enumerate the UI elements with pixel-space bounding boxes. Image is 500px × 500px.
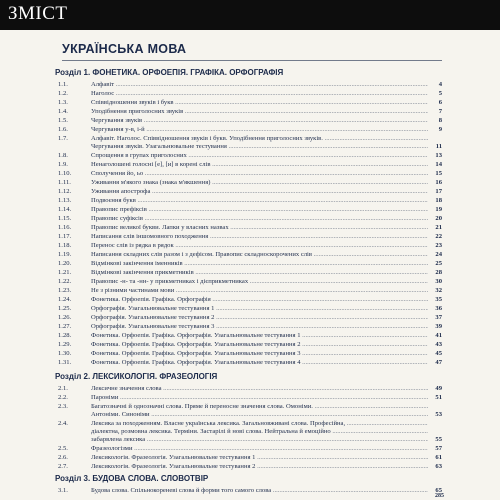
entry-page: 17 — [435, 188, 442, 195]
entry-title: Не з різними частинами мови ..... — [91, 286, 428, 296]
entry-number: 2.7. — [58, 463, 68, 470]
toc-entry[interactable] — [58, 358, 442, 368]
entry-number: 1.13. — [58, 197, 72, 204]
entry-title: Перенос слів із рядка в рядок ..... — [91, 241, 428, 251]
toc-entry[interactable] — [58, 462, 442, 472]
entry-page: 19 — [435, 206, 442, 213]
entry-page: 36 — [435, 305, 442, 312]
entry-page: 23 — [435, 242, 442, 249]
entry-number: 2.4. — [58, 420, 68, 427]
entry-title: Правопис суфіксів ..... — [91, 214, 428, 224]
entry-title-continued: діалектна, розмовна лексика. Терміни. Застарілі й нові слова. Нейтральна й емоційно ..... — [91, 427, 428, 437]
entry-number: 1.10. — [58, 170, 72, 177]
entry-page: 65 — [435, 487, 442, 494]
entry-title: Лексикологія. Фразеологія. Узагальнювальне тестування 1 ..... — [91, 453, 428, 463]
entry-number: 2.2. — [58, 394, 68, 401]
entry-page: 21 — [435, 224, 442, 231]
entry-page: 55 — [435, 436, 442, 443]
entry-title: Написання слів іншомовного походження ..... — [91, 232, 428, 242]
entry-page: 28 — [435, 269, 442, 276]
entry-title: Будова слова. Спільнокореневі слова й форми того самого слова ..... — [91, 486, 428, 496]
entry-title: Правопис префіксів ..... — [91, 205, 428, 215]
entry-title: Чергування звуків ..... — [91, 116, 428, 126]
entry-number: 1.9. — [58, 161, 68, 168]
entry-page: 18 — [435, 197, 442, 204]
entry-title: Орфографія. Узагальнювальне тестування 2 ..... — [91, 313, 428, 323]
entry-number: 1.5. — [58, 117, 68, 124]
entry-title: Ненаголошені голосні [е], [и] в корені слів ..... — [91, 160, 428, 170]
entry-title: Відмінкові закінчення прикметників ..... — [91, 268, 428, 278]
entry-page: 49 — [435, 385, 442, 392]
entry-page: 61 — [435, 454, 442, 461]
entry-title: Лексика за походженням. Власне українська лексика. Загальновживані слова. Професійна, ..... — [91, 419, 428, 429]
entry-page: 13 — [435, 152, 442, 159]
entry-title: Правопис великої букви. Лапки у власних назвах ..... — [91, 223, 428, 233]
entry-title: Відмінкові закінчення іменників ..... — [91, 259, 428, 269]
entry-number: 2.3. — [58, 403, 68, 410]
entry-page: 5 — [438, 90, 442, 97]
page-heading: ЗМІСТ — [8, 3, 68, 24]
entry-title: Подвоєння букв ..... — [91, 196, 428, 206]
entry-number: 1.19. — [58, 251, 72, 258]
entry-page: 41 — [435, 332, 442, 339]
entry-title-continued: Чергування звуків. Узагальнювальне тестування ..... — [91, 142, 428, 152]
entry-number: 1.12. — [58, 188, 72, 195]
entry-title: Уживання м'якого знака (знака м'якшення) ..... — [91, 178, 428, 188]
entry-page: 4 — [438, 81, 442, 88]
section-title: Розділ 3. БУДОВА СЛОВА. СЛОВОТВІР — [55, 474, 209, 483]
entry-number: 2.1. — [58, 385, 68, 392]
entry-page: 16 — [435, 179, 442, 186]
entry-title: Чергування у-в, і-й ..... — [91, 125, 428, 135]
entry-number: 1.29. — [58, 341, 72, 348]
entry-number: 1.31. — [58, 359, 72, 366]
entry-page: 8 — [438, 117, 442, 124]
entry-page: 47 — [435, 359, 442, 366]
section-title: Розділ 2. ЛЕКСИКОЛОГІЯ. ФРАЗЕОЛОГІЯ — [55, 372, 218, 381]
entry-page: 11 — [435, 143, 442, 150]
entry-title: Алфавіт. Наголос. Співвідношення звуків і букв. Уподібнення приголосних звуків. ..... — [91, 134, 428, 144]
entry-number: 1.8. — [58, 152, 68, 159]
page-number: 285 — [435, 493, 444, 499]
entry-number: 1.14. — [58, 206, 72, 213]
entry-page: 45 — [435, 350, 442, 357]
entry-title: Правопис -н- та -нн- у прикметниках і дієприкметниках ..... — [91, 277, 428, 287]
entry-title: Фонетика. Орфоепія. Графіка. Орфографія. Узагальнювальне тестування 1 ..... — [91, 331, 428, 341]
heading-bar — [0, 0, 500, 30]
entry-page: 53 — [435, 411, 442, 418]
entry-number: 1.1. — [58, 81, 68, 88]
entry-number: 1.2. — [58, 90, 68, 97]
entry-title: Фразеологізми ..... — [91, 444, 428, 454]
entry-page: 24 — [435, 251, 442, 258]
entry-title: Орфографія. Узагальнювальне тестування 1 ..... — [91, 304, 428, 314]
entry-page: 51 — [435, 394, 442, 401]
entry-number: 1.22. — [58, 278, 72, 285]
entry-page: 30 — [435, 278, 442, 285]
entry-title: Фонетика. Орфоепія. Графіка. Орфографія. Узагальнювальне тестування 2 ..... — [91, 340, 428, 350]
entry-number: 1.30. — [58, 350, 72, 357]
entry-title: Фонетика. Орфоепія. Графіка. Орфографія. Узагальнювальне тестування 3 ..... — [91, 349, 428, 359]
entry-title: Спрощення в групах приголосних ..... — [91, 151, 428, 161]
entry-number: 1.15. — [58, 215, 72, 222]
entry-title: Фонетика. Орфоепія. Графіка. Орфографія ..... — [91, 295, 428, 305]
entry-number: 1.24. — [58, 296, 72, 303]
entry-title: Сполучення йо, ьо ..... — [91, 169, 428, 179]
entry-page: 9 — [438, 126, 442, 133]
entry-page: 57 — [435, 445, 442, 452]
entry-number: 1.11. — [58, 179, 71, 186]
entry-title: Написання складних слів разом і з дефісом. Правопис складноскорочених слів ..... — [91, 250, 428, 260]
entry-number: 1.26. — [58, 314, 72, 321]
entry-page: 63 — [435, 463, 442, 470]
toc-entry[interactable] — [58, 486, 442, 496]
entry-title-continued: Антоніми. Синоніми ..... — [91, 410, 428, 420]
entry-number: 1.25. — [58, 305, 72, 312]
entry-page: 20 — [435, 215, 442, 222]
entry-number: 1.23. — [58, 287, 72, 294]
entry-title: Алфавіт ..... — [91, 80, 428, 90]
entry-number: 1.21. — [58, 269, 72, 276]
entry-number: 3.1. — [58, 487, 68, 494]
entry-number: 1.4. — [58, 108, 68, 115]
entry-page: 32 — [435, 287, 442, 294]
entry-number: 1.16. — [58, 224, 72, 231]
entry-title: Уподібнення приголосних звуків ..... — [91, 107, 428, 117]
entry-number: 1.7. — [58, 135, 68, 142]
entry-number: 1.18. — [58, 242, 72, 249]
entry-title: Багатозначні й однозначні слова. Пряме й переносне значення слова. Омоніми. ..... — [91, 402, 428, 412]
entry-number: 1.3. — [58, 99, 68, 106]
entry-title: Пароніми ..... — [91, 393, 428, 403]
entry-title: Орфографія. Узагальнювальне тестування 3 ..... — [91, 322, 428, 332]
entry-page: 15 — [435, 170, 442, 177]
entry-number: 2.5. — [58, 445, 68, 452]
entry-number: 1.6. — [58, 126, 68, 133]
entry-number: 1.27. — [58, 323, 72, 330]
entry-page: 43 — [435, 341, 442, 348]
entry-number: 1.20. — [58, 260, 72, 267]
entry-title: Наголос ..... — [91, 89, 428, 99]
entry-number: 2.6. — [58, 454, 68, 461]
entry-title: Лексичне значення слова ..... — [91, 384, 428, 394]
part-title: УКРАЇНСЬКА МОВА — [62, 42, 187, 56]
part-divider — [62, 60, 442, 61]
entry-number: 1.28. — [58, 332, 72, 339]
entry-title-continued: забарвлена лексика ..... — [91, 435, 428, 445]
entry-page: 7 — [438, 108, 442, 115]
entry-page: 25 — [435, 260, 442, 267]
entry-page: 14 — [435, 161, 442, 168]
entry-number: 1.17. — [58, 233, 72, 240]
entry-page: 35 — [435, 296, 442, 303]
entry-page: 39 — [435, 323, 442, 330]
entry-page: 22 — [435, 233, 442, 240]
entry-title: Лексикологія. Фразеологія. Узагальнювальне тестування 2 ..... — [91, 462, 428, 472]
section-title: Розділ 1. ФОНЕТИКА. ОРФОЕПІЯ. ГРАФІКА. ОРФОГРАФІЯ — [55, 68, 284, 77]
entry-title: Уживання апострофа ..... — [91, 187, 428, 197]
entry-title: Фонетика. Орфоепія. Графіка. Орфографія. Узагальнювальне тестування 4 ..... — [91, 358, 428, 368]
entry-page: 6 — [438, 99, 442, 106]
entry-title: Співвідношення звуків і букв ..... — [91, 98, 428, 108]
entry-page: 37 — [435, 314, 442, 321]
